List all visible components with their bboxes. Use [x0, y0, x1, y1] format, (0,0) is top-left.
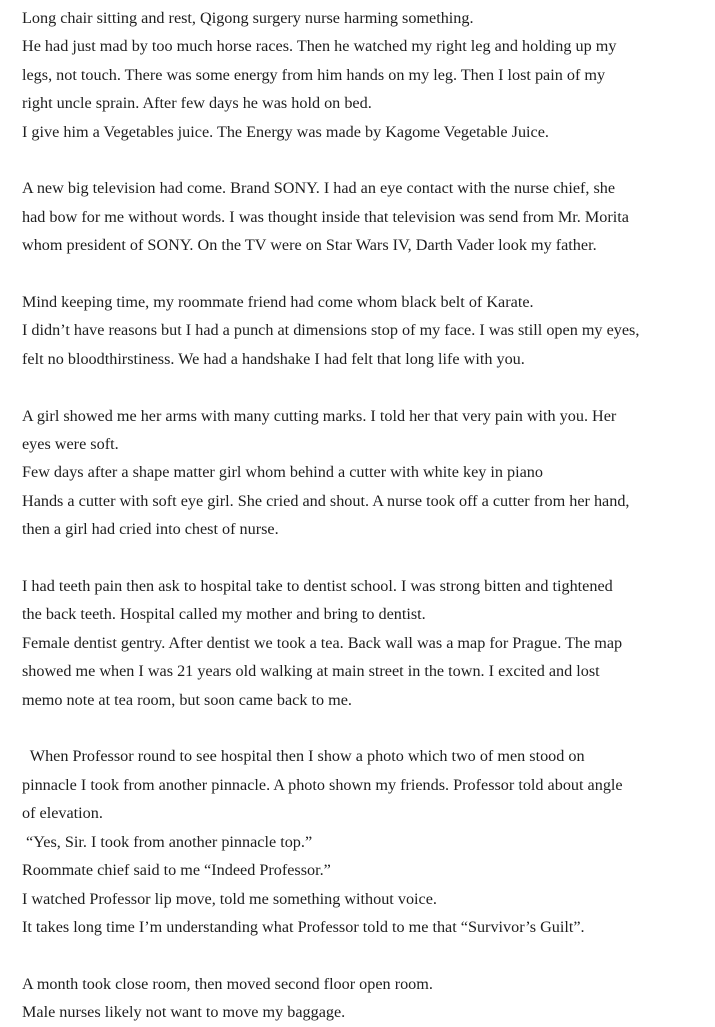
text-line: felt no bloodthirstiness. We had a handshake I had felt that long life with you.: [22, 349, 525, 368]
text-line: Male nurses likely not want to move my baggage.: [22, 1003, 346, 1022]
text-line: When Professor round to see hospital then I show a photo which two of men stood on: [22, 747, 585, 766]
text-line: whom president of SONY. On the TV were on Star Wars IV, Darth Vader look my father.: [22, 236, 597, 255]
text-line: I didn’t have reasons but I had a punch at dimensions stop of my face. I was still open my eyes,: [22, 321, 640, 340]
text-line: eyes were soft.: [22, 435, 119, 454]
text-line: Hands a cutter with soft eye girl. She cried and shout. A nurse took off a cutter from her hand,: [22, 491, 630, 510]
text-line: then a girl had cried into chest of nurse.: [22, 520, 279, 539]
text-line: pinnacle I took from another pinnacle. A photo shown my friends. Professor told about angle: [22, 775, 623, 794]
text-line: A new big television had come. Brand SONY. I had an eye contact with the nurse chief, she: [22, 179, 616, 198]
text-line: He had just mad by too much horse races. Then he watched my right leg and holding up my: [22, 37, 617, 56]
text-line: Roommate chief said to me “Indeed Professor.”: [22, 861, 331, 880]
text-line: right uncle sprain. After few days he was hold on bed.: [22, 94, 372, 113]
paragraph-moved-room: [22, 970, 712, 1027]
paragraph-professor: [22, 742, 712, 941]
document-page: [22, 4, 712, 1027]
text-line: I watched Professor lip move, told me something without voice.: [22, 889, 437, 908]
text-line: Female dentist gentry. After dentist we took a tea. Back wall was a map for Prague. The map: [22, 633, 623, 652]
text-line: It takes long time I’m understanding what Professor told to me that “Survivor’s Guilt”.: [22, 917, 585, 936]
text-line: Long chair sitting and rest, Qigong surgery nurse harming something.: [22, 9, 474, 27]
text-line: A girl showed me her arms with many cutting marks. I told her that very pain with you. Her: [22, 406, 617, 425]
paragraph-karate: [22, 288, 712, 373]
paragraph-qigong: [22, 4, 712, 146]
text-line: “Yes, Sir. I took from another pinnacle top.”: [22, 832, 313, 851]
text-line: had bow for me without words. I was thought inside that television was send from Mr. Morita: [22, 207, 629, 226]
paragraph-television: [22, 174, 712, 259]
text-line: the back teeth. Hospital called my mother and bring to dentist.: [22, 605, 426, 624]
text-line: legs, not touch. There was some energy from him hands on my leg. Then I lost pain of my: [22, 65, 606, 84]
text-line: Few days after a shape matter girl whom behind a cutter with white key in piano: [22, 463, 543, 482]
paragraph-dentist: [22, 572, 712, 714]
text-line: I give him a Vegetables juice. The Energy was made by Kagome Vegetable Juice.: [22, 122, 549, 141]
paragraph-cutting-marks: [22, 402, 712, 544]
text-line: I had teeth pain then ask to hospital take to dentist school. I was strong bitten and tightened: [22, 577, 613, 596]
text-line: memo note at tea room, but soon came back to me.: [22, 690, 352, 709]
text-line: Mind keeping time, my roommate friend had come whom black belt of Karate.: [22, 293, 534, 312]
text-line: A month took close room, then moved second floor open room.: [22, 974, 433, 993]
text-line: of elevation.: [22, 804, 103, 823]
text-line: showed me when I was 21 years old walking at main street in the town. I excited and lost: [22, 662, 600, 681]
